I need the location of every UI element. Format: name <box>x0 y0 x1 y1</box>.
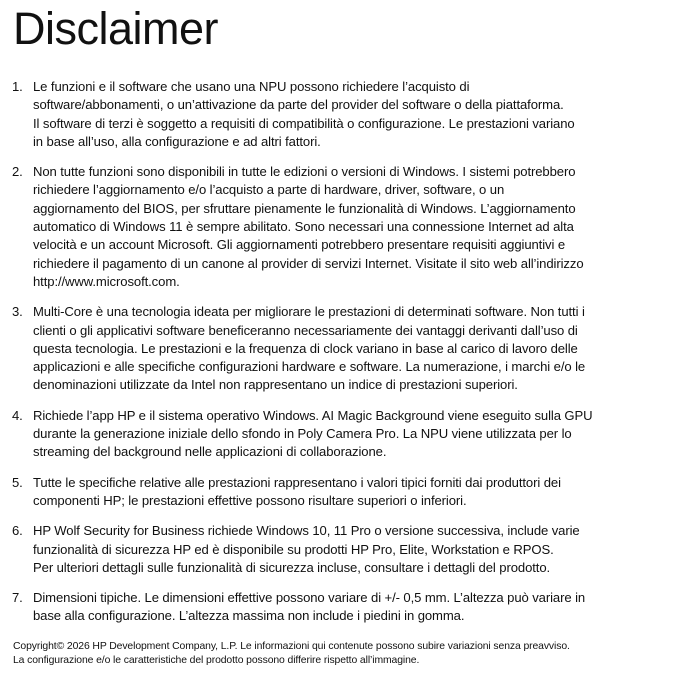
item-text: HP Wolf Security for Business richiede Windows 10, 11 Pro o versione successiva, include varie funzionalità di sicurezza HP ed è disponibile su prodotti HP Pro, Elite, Workstation e RPOS. Per ulteriori dettagli sulle funzionalità di sicurezza incluse, consultare i dettagli del prodotto. <box>33 523 580 575</box>
item-number: 3. <box>12 304 23 320</box>
disclaimer-item-7 <box>12 589 664 626</box>
item-number: 7. <box>12 590 23 606</box>
copyright-footer: Copyright© 2026 HP Development Company, L.P. Le informazioni qui contenute possono subire variazioni senza preavviso. La configurazione e/o le caratteristiche del prodotto possono differire rispetto all’immagine. <box>13 641 570 667</box>
item-number: 6. <box>12 523 23 539</box>
item-number: 5. <box>12 474 23 490</box>
disclaimer-item-6 <box>12 522 664 577</box>
item-text: Tutte le specifiche relative alle prestazioni rappresentano i valori tipici forniti dai produttori dei componenti HP; le prestazioni effettive possono risultare superiori o inferiori. <box>33 474 561 508</box>
item-number: 4. <box>12 407 23 423</box>
item-text: Richiede l’app HP e il sistema operativo Windows. AI Magic Background viene eseguito sulla GPU durante la generazione iniziale dello sfondo in Poly Camera Pro. La NPU viene utilizzata per lo streaming del background nelle applicazioni di collaborazione. <box>33 407 593 460</box>
item-text: Multi-Core è una tecnologia ideata per migliorare le prestazioni di determinati software. Non tutti i clienti o gli applicativi software beneficeranno necessariamente dei vantaggi derivanti dall’uso di questa tecnologia. Le prestazioni e la frequenza di clock variano in base al carico di lavoro delle applicazioni e alle specifiche configurazioni hardware e software. La numerazione, i marchi e/o le denominazioni utilizzate da Intel non rappresentano un indice di prestazioni superiori. <box>33 304 586 393</box>
item-text: Dimensioni tipiche. Le dimensioni effettive possono variare di +/- 0,5 mm. L’altezza può variare in base alla configurazione. L’altezza massima non include i piedini in gomma. <box>33 590 586 624</box>
page-title: Disclaimer <box>13 3 219 54</box>
item-text: Le funzioni e il software che usano una NPU possono richiedere l’acquisto di software/abbonamenti, o un’attivazione da parte del provider del software o della piattaforma. Il software di terzi è soggetto a requisiti di compatibilità o configurazione. Le prestazioni variano in base all’uso, alla configurazione e ad altri fattori. <box>33 79 575 149</box>
disclaimer-item-4 <box>12 407 664 462</box>
item-number: 2. <box>12 164 23 180</box>
disclaimer-item-3 <box>12 303 664 394</box>
item-number: 1. <box>12 79 23 94</box>
disclaimer-item-5 <box>12 474 664 511</box>
disclaimer-list <box>12 78 664 638</box>
disclaimer-item-1 <box>12 78 664 151</box>
disclaimer-item-2 <box>12 163 664 291</box>
item-text: Non tutte funzioni sono disponibili in tutte le edizioni o versioni di Windows. I sistemi potrebbero richiedere l’aggiornamento e/o l’acquisto a parte di hardware, driver, software, o un aggiornamento del BIOS, per sfruttare pienamente le funzionalità di Windows. L’aggiornamento automatico di Windows 11 è sempre abilitato. Sono necessari una connessione Internet ad alta velocità e un account Microsoft. Gli aggiornamenti potrebbero presentare requisiti aggiuntivi e richiedere il pagamento di un canone al provider di servizi Internet. Visitate il sito web all’indirizzo http://www.microsoft.com. <box>33 164 584 289</box>
